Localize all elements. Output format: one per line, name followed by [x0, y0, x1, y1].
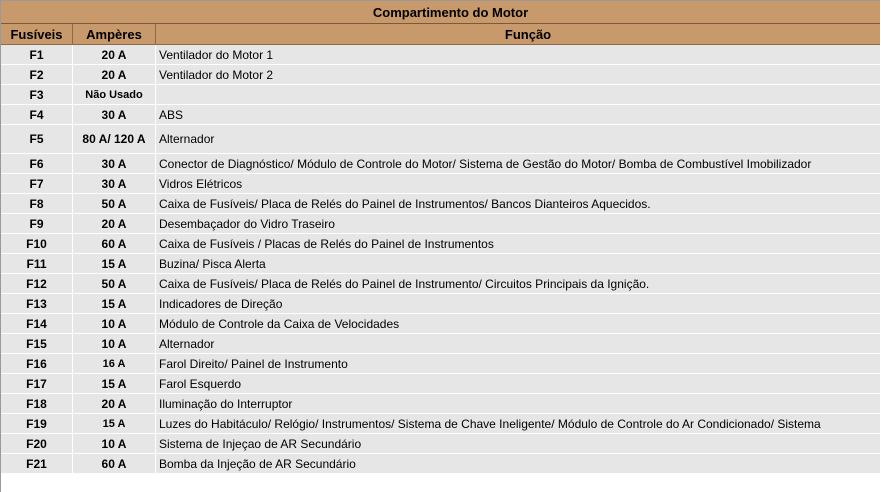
function-cell: Sistema de Injeçao de AR Secundário: [156, 434, 880, 454]
fuse-cell: F14: [1, 314, 73, 334]
table-row: [1, 85, 880, 105]
column-header-amps: Ampères: [73, 24, 156, 45]
table-row: [1, 334, 880, 354]
function-cell: Farol Direito/ Painel de Instrumento: [156, 354, 880, 374]
fuse-cell: F3: [1, 85, 73, 105]
amps-cell: 20 A: [73, 214, 156, 234]
fuse-cell: F2: [1, 65, 73, 85]
function-cell: Caixa de Fusíveis/ Placa de Relés do Painel de Instrumentos/ Bancos Dianteiros Aquecidos.: [156, 194, 880, 214]
table-row: [1, 274, 880, 294]
function-cell: Luzes do Habitáculo/ Relógio/ Instrumentos/ Sistema de Chave Ineligente/ Módulo de Controle do Ar Condicionado/ Sistema: [156, 414, 880, 434]
fuse-cell: F19: [1, 414, 73, 434]
amps-cell: 60 A: [73, 454, 156, 474]
fuse-table: [1, 1, 880, 474]
fuse-cell: F6: [1, 154, 73, 174]
table-row: [1, 434, 880, 454]
table-row: [1, 394, 880, 414]
fuse-cell: F8: [1, 194, 73, 214]
function-cell: [156, 85, 880, 105]
amps-cell: 20 A: [73, 394, 156, 414]
column-header-fuse: Fusíveis: [1, 24, 73, 45]
fuse-cell: F12: [1, 274, 73, 294]
amps-cell: 10 A: [73, 334, 156, 354]
fuse-cell: F10: [1, 234, 73, 254]
amps-cell: 15 A: [73, 254, 156, 274]
function-cell: Caixa de Fusíveis/ Placa de Relés do Painel de Instrumento/ Circuitos Principais da Ignição.: [156, 274, 880, 294]
table-row: [1, 174, 880, 194]
function-cell: Alternador: [156, 125, 880, 154]
table-row: [1, 374, 880, 394]
fuse-cell: F9: [1, 214, 73, 234]
table-row: [1, 65, 880, 85]
fuse-cell: F15: [1, 334, 73, 354]
function-cell: Módulo de Controle da Caixa de Velocidades: [156, 314, 880, 334]
fuse-cell: F17: [1, 374, 73, 394]
amps-cell: 30 A: [73, 105, 156, 125]
function-cell: Indicadores de Direção: [156, 294, 880, 314]
amps-cell: 80 A/ 120 A: [73, 125, 156, 154]
table-row: [1, 314, 880, 334]
fuse-cell: F11: [1, 254, 73, 274]
table-row: [1, 105, 880, 125]
amps-cell: 15 A: [73, 294, 156, 314]
fuse-cell: F5: [1, 125, 73, 154]
table-row: [1, 414, 880, 434]
table-row: [1, 194, 880, 214]
fuse-cell: F16: [1, 354, 73, 374]
amps-cell: 10 A: [73, 434, 156, 454]
table-row: [1, 354, 880, 374]
function-cell: Ventilador do Motor 1: [156, 45, 880, 65]
amps-cell: 60 A: [73, 234, 156, 254]
amps-cell: 16 A: [73, 354, 156, 374]
function-cell: Conector de Diagnóstico/ Módulo de Controle do Motor/ Sistema de Gestão do Motor/ Bomba de Combustível Imobilizador: [156, 154, 880, 174]
amps-cell: 50 A: [73, 194, 156, 214]
table-title: Compartimento do Motor: [1, 1, 880, 24]
function-cell: Vidros Elétricos: [156, 174, 880, 194]
function-cell: Farol Esquerdo: [156, 374, 880, 394]
fuse-cell: F1: [1, 45, 73, 65]
amps-cell: 10 A: [73, 314, 156, 334]
table-header-row: [1, 24, 880, 45]
function-cell: Desembaçador do Vidro Traseiro: [156, 214, 880, 234]
table-row: [1, 294, 880, 314]
table-body: [1, 45, 880, 474]
column-header-function: Função: [156, 24, 880, 45]
amps-cell: 20 A: [73, 45, 156, 65]
amps-cell: 20 A: [73, 65, 156, 85]
table-row: [1, 154, 880, 174]
amps-cell: 15 A: [73, 374, 156, 394]
amps-cell: 50 A: [73, 274, 156, 294]
table-row: [1, 214, 880, 234]
amps-cell: 15 A: [73, 414, 156, 434]
function-cell: Bomba da Injeção de AR Secundário: [156, 454, 880, 474]
function-cell: Ventilador do Motor 2: [156, 65, 880, 85]
fuse-cell: F13: [1, 294, 73, 314]
table-row: [1, 254, 880, 274]
amps-cell: Não Usado: [73, 85, 156, 105]
table-row: [1, 234, 880, 254]
fuse-cell: F21: [1, 454, 73, 474]
table-row: [1, 454, 880, 474]
fuse-cell: F18: [1, 394, 73, 414]
function-cell: Iluminação do Interruptor: [156, 394, 880, 414]
table-title-row: [1, 1, 880, 24]
amps-cell: 30 A: [73, 174, 156, 194]
fuse-cell: F20: [1, 434, 73, 454]
amps-cell: 30 A: [73, 154, 156, 174]
function-cell: Buzina/ Pisca Alerta: [156, 254, 880, 274]
fuse-cell: F4: [1, 105, 73, 125]
function-cell: Caixa de Fusíveis / Placas de Relés do Painel de Instrumentos: [156, 234, 880, 254]
table-row: [1, 125, 880, 154]
function-cell: Alternador: [156, 334, 880, 354]
function-cell: ABS: [156, 105, 880, 125]
fuse-cell: F7: [1, 174, 73, 194]
table-row: [1, 45, 880, 65]
